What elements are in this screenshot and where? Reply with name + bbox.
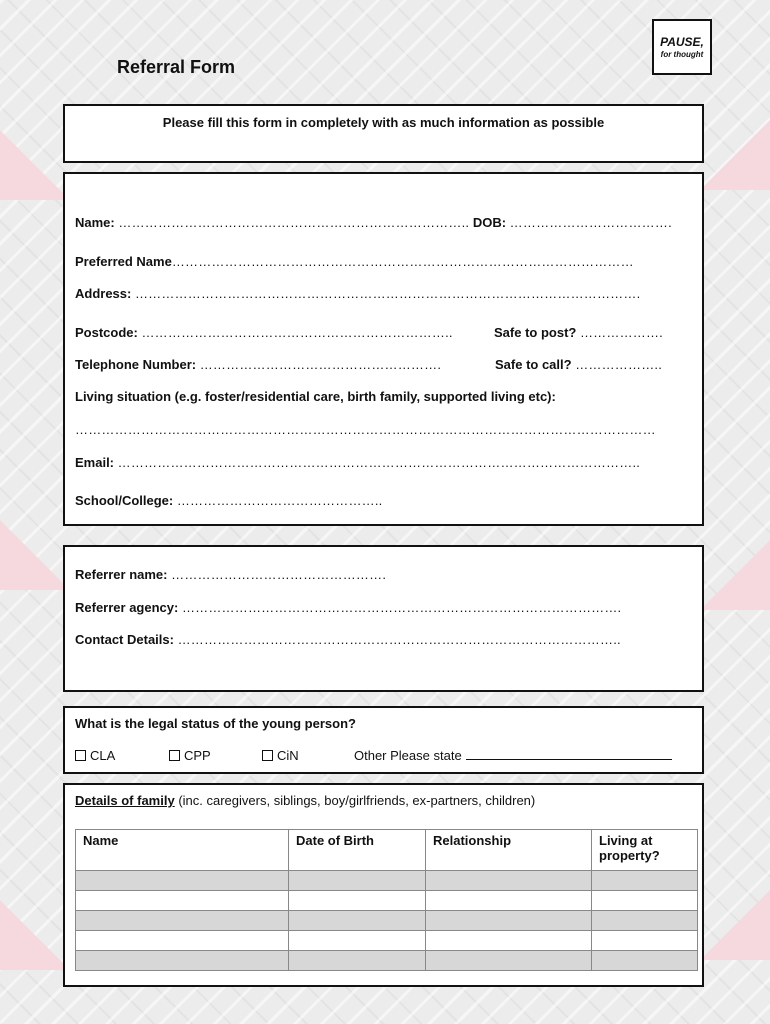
- checkbox-cin[interactable]: [262, 750, 273, 761]
- table-cell[interactable]: [426, 951, 592, 971]
- pink-decoration: [700, 890, 770, 960]
- referrer-section: [63, 545, 704, 692]
- name-label: Name:: [75, 215, 115, 230]
- table-cell[interactable]: [76, 911, 289, 931]
- table-cell[interactable]: [426, 891, 592, 911]
- address-dots: …………………………………………………………………………………………………….: [134, 286, 641, 301]
- table-cell[interactable]: [289, 951, 426, 971]
- table-row: [76, 951, 698, 971]
- table-cell[interactable]: [592, 931, 698, 951]
- table-cell[interactable]: [289, 911, 426, 931]
- table-cell[interactable]: [289, 931, 426, 951]
- telephone-field[interactable]: [75, 357, 441, 372]
- postcode-field[interactable]: [75, 325, 453, 340]
- family-table-header: [76, 830, 698, 871]
- table-cell[interactable]: [592, 891, 698, 911]
- address-field[interactable]: [75, 286, 640, 301]
- postcode-label: Postcode:: [75, 325, 138, 340]
- postcode-dots: ……………………………………………………………..: [141, 325, 453, 340]
- school-college-dots: ………………………………………..: [176, 493, 383, 508]
- table-cell[interactable]: [76, 891, 289, 911]
- option-cin[interactable]: [262, 748, 299, 763]
- family-table: [75, 829, 698, 971]
- family-heading-title: Details of family: [75, 793, 175, 808]
- table-cell[interactable]: [76, 951, 289, 971]
- referrer-agency-field[interactable]: [75, 600, 621, 615]
- option-cla-label: CLA: [90, 748, 116, 763]
- other-status-line[interactable]: [466, 759, 672, 760]
- preferred-name-dots: ……………………………………………………………………………………………: [171, 254, 634, 269]
- school-college-field[interactable]: [75, 493, 382, 508]
- dob-label: DOB:: [472, 215, 507, 230]
- family-details-section: [63, 783, 704, 987]
- legal-status-question: What is the legal status of the young person?: [75, 716, 356, 731]
- family-heading-note: (inc. caregivers, siblings, boy/girlfriends, ex-partners, children): [178, 793, 536, 808]
- instructions-text: Please fill this form in completely with as much information as possible: [162, 115, 605, 130]
- pink-decoration: [0, 520, 70, 590]
- contact-details-dots: ………………………………………………………………………………………..: [177, 632, 621, 647]
- school-college-label: School/College:: [75, 493, 174, 508]
- living-situation-label: Living situation (e.g. foster/residential care, birth family, supported living etc):: [75, 389, 556, 404]
- other-status-field[interactable]: [354, 748, 672, 763]
- checkbox-cpp[interactable]: [169, 750, 180, 761]
- contact-details-field[interactable]: [75, 632, 621, 647]
- table-row: [76, 911, 698, 931]
- referrer-name-dots: ………………………………………….: [171, 567, 387, 582]
- email-field[interactable]: [75, 455, 640, 470]
- safe-to-post-label: Safe to post?: [494, 325, 577, 340]
- address-label: Address:: [75, 286, 132, 301]
- logo-sub-text: for thought: [660, 50, 704, 59]
- referrer-agency-label: Referrer agency:: [75, 600, 179, 615]
- logo-main-text: PAUSE,: [660, 35, 704, 49]
- table-cell[interactable]: [592, 871, 698, 891]
- table-row: [76, 891, 698, 911]
- option-cla[interactable]: [75, 748, 115, 763]
- family-heading: [75, 793, 535, 808]
- pink-decoration: [0, 130, 70, 200]
- instructions-box: [63, 104, 704, 163]
- pink-decoration: [700, 540, 770, 610]
- table-row: [76, 931, 698, 951]
- name-dots: ……………………………………………………………………..: [118, 215, 470, 230]
- table-cell[interactable]: [426, 871, 592, 891]
- option-cpp-label: CPP: [184, 748, 211, 763]
- telephone-label: Telephone Number:: [75, 357, 197, 372]
- column-header-living-at-property: Living at property?: [592, 830, 698, 871]
- table-cell[interactable]: [426, 931, 592, 951]
- safe-to-post-dots: ……………….: [579, 325, 663, 340]
- safe-to-call-label: Safe to call?: [495, 357, 572, 372]
- safe-to-call-field[interactable]: [495, 357, 662, 372]
- option-cpp[interactable]: [169, 748, 211, 763]
- table-row: [76, 871, 698, 891]
- table-cell[interactable]: [592, 951, 698, 971]
- safe-to-call-dots: ………………..: [575, 357, 663, 372]
- referrer-name-field[interactable]: [75, 567, 386, 582]
- pink-decoration: [700, 120, 770, 190]
- dob-dots: ……………………………….: [509, 215, 672, 230]
- table-cell[interactable]: [76, 931, 289, 951]
- referrer-name-label: Referrer name:: [75, 567, 168, 582]
- contact-details-label: Contact Details:: [75, 632, 174, 647]
- checkbox-cla[interactable]: [75, 750, 86, 761]
- telephone-dots: ……………………………………………….: [199, 357, 442, 372]
- column-header-dob: Date of Birth: [289, 830, 426, 871]
- living-situation-field[interactable]: ……………………………………………………………………………………………………………………: [75, 422, 656, 437]
- name-field[interactable]: [75, 215, 672, 230]
- preferred-name-label: Preferred Name: [75, 254, 172, 269]
- table-cell[interactable]: [592, 911, 698, 931]
- referrer-agency-dots: ……………………………………………………………………………………….: [181, 600, 622, 615]
- column-header-name: Name: [76, 830, 289, 871]
- personal-details-section: [63, 172, 704, 526]
- option-cin-label: CiN: [277, 748, 299, 763]
- email-dots: ………………………………………………………………………………………………………..: [117, 455, 641, 470]
- safe-to-post-field[interactable]: [494, 325, 663, 340]
- table-cell[interactable]: [289, 871, 426, 891]
- page-title: Referral Form: [117, 57, 236, 77]
- pink-decoration: [0, 900, 70, 970]
- table-cell[interactable]: [289, 891, 426, 911]
- column-header-relationship: Relationship: [426, 830, 592, 871]
- preferred-name-field[interactable]: [75, 254, 634, 269]
- table-cell[interactable]: [76, 871, 289, 891]
- legal-status-section: [63, 706, 704, 774]
- table-cell[interactable]: [426, 911, 592, 931]
- logo: [652, 19, 712, 75]
- other-status-label: Other Please state: [354, 748, 462, 763]
- email-label: Email:: [75, 455, 115, 470]
